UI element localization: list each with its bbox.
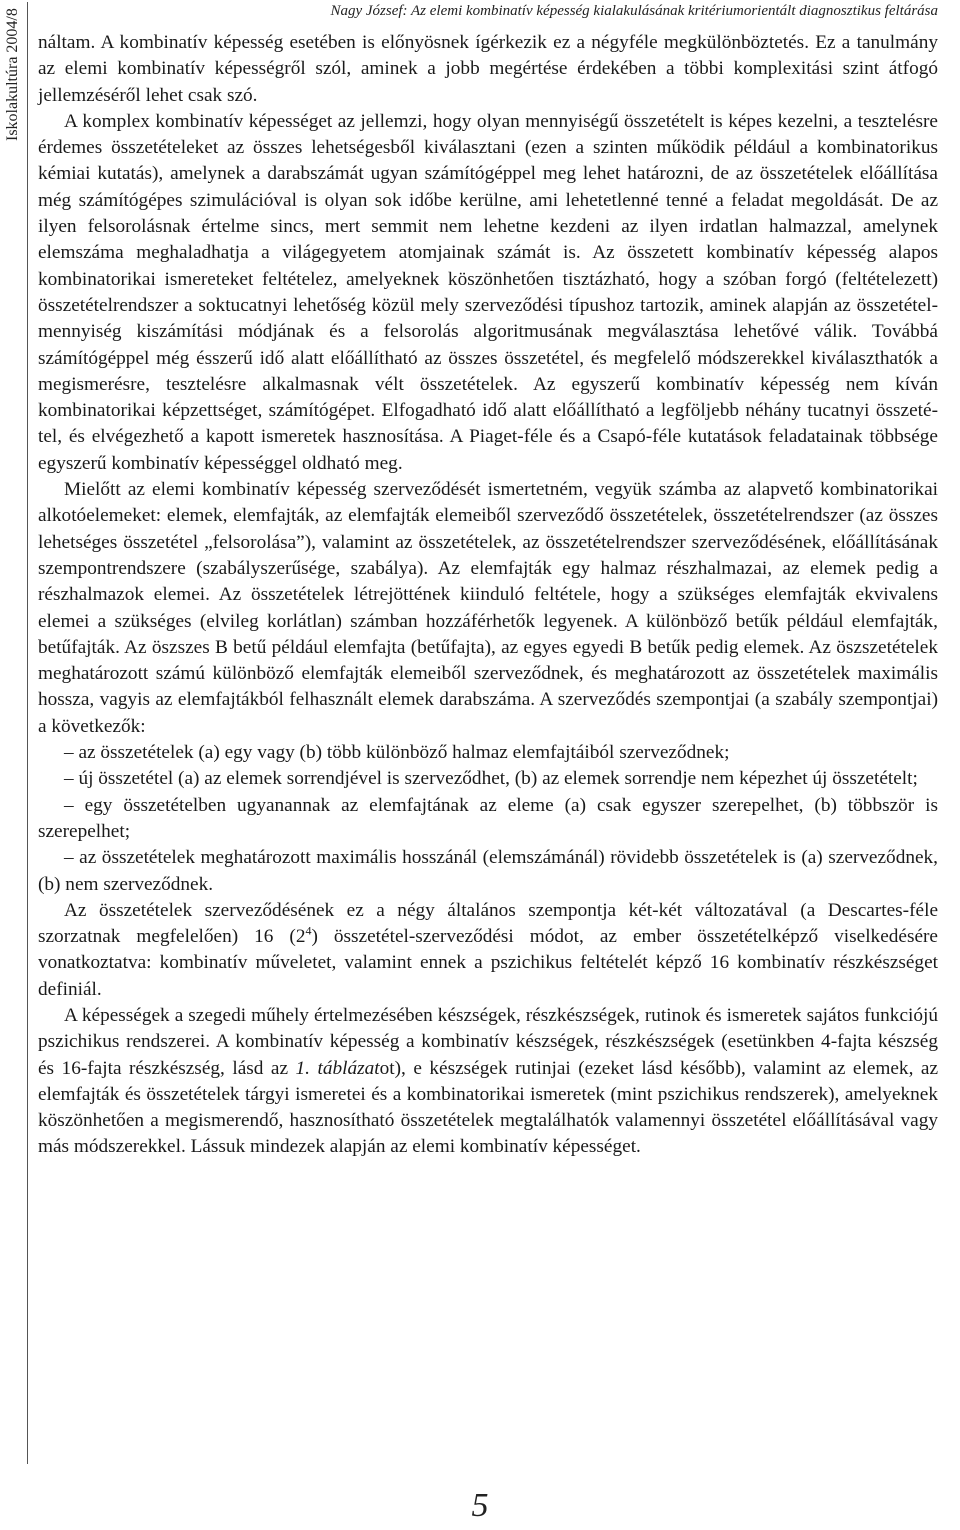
- paragraph-5: [38, 1003, 938, 1161]
- paragraph-3: Mielőtt az elemi kombinatív képesség szerveződését ismertetném, vegyük számba az alapvető kombinatorikai alkotóelemeket: elemek, elemfajták, az elemfajták elemeiből szerveződő összetételek, összetételrendszer (az összes lehetséges összetétel „felsorolása”), valamint az összetételek, az összetételrendszer szerveződésének, előállításának szempontrendszere (szabályszerűsége, szabálya). Az elemfajták egy halmaz részhalmazai, az elemek pedig a részhalmazok elemei. Az összetételek létrejöttének kiinduló feltétele, hogy a szükséges elemfajták ekvivalens elemei a szükséges (elvileg korlátlan) számban hozzáférhetők legyenek. A különböző betűk például elemfajták, betűfajták. Az öszszes B betű például elemfajta (betűfajta), az egyes egyedi B betűk pedig elemek. Az öszszetételek meghatározott számú különböző elemfajták elemeiből szerveződnek, és meghatározott az összetételek maximális hossza, vagyis az elemfajtákból felhasznált elemek darabszáma. A szerveződés szempontjai (a szabály szempontjai) a következők:: [38, 479, 938, 737]
- paragraph-2: A komplex kombinatív képességet az jellemzi, hogy olyan mennyiségű összetételt is képes kezelni, a tesztelésre érdemes összetételeket az összes lehetségesből kiválasztani (ezen a szinten működik például a kombinatorikus kémiai kutatás), amelynek a darabszámát ugyan számítógéppel meg lehet határozni, de az összetételek előállítása még számítógépes szimulációval is olyan sok időbe kerülne, ami lehetetlenné tenné a feladat megoldását. De az ilyen felsorolásnak értelme sincs, mert semmit nem lehetne kezdeni az ilyen irdatlan halmazzal, amelynek elemszáma meghaladhatja a világegyetem atomjainak számát is. Az összetett kombinatív képesség alapos kombinatorikai ismereteket feltételez, amelyeknek köszönhetően tisztázható, hogy a szóban forgó (feltételezett) összetételrendszer a soktucatnyi lehetőség közül mely szerveződési típushoz tartozik, aminek alapján az összetétel-mennyiség kiszámítási módjának és a felsorolás algoritmusának megválasztása lehetővé válik. Továbbá számítógéppel még ésszerű idő alatt előállítható az összes összetétel, és megfelelő módszerekkel kiválaszthatók a megismerésre, tesztelésre alkalmasnak vélt összetételek. Az egyszerű kombinatív képesség nem kíván kombinatorikai képzettséget, számítógépet. Elfogadható idő alatt előállítható a legföljebb néhány tucatnyi összetétel, és elvégezhető a kapott ismeretek hasznosítása. A Piaget-féle és a Csapó-féle kutatások feladatainak többsége egyszerű kombinatív képességgel oldható meg.: [38, 110, 938, 474]
- table-reference: 1. táblázat: [295, 1057, 380, 1079]
- paragraph-1: náltam. A kombinatív képesség esetében is előnyösnek ígérkezik ez a négyféle megkülönböztetés. Ez a tanulmány az elemi kombinatív képességről szól, aminek a jobb megértése érdekében a többi komplexitási szint átfogó jellemzéséről lehet csak szó.: [38, 32, 938, 106]
- running-header: Nagy József: Az elemi kombinatív képesség kialakulásának kritériumorientált diagnosztikus feltárása: [330, 3, 938, 19]
- journal-side-label: Iskolakultúra 2004/8: [4, 8, 21, 141]
- list-item-2: – új összetétel (a) az elemek sorrendjével is szerveződhet, (b) az elemek sorrendje nem képezhet új összetételt;: [64, 768, 918, 790]
- article-body: [38, 30, 938, 1161]
- paragraph-4-text-end: ) összetétel-szerveződési módot, az ember összetételképző viselkedésére vonatkoztatva: kombinatív műveletet, valamint ennek a pszichikus feltételét képző 16 kombinatív részkészséget definiál.: [38, 926, 938, 1000]
- paragraph-5-text-end: ot), e készségek rutinjai (ezeket lásd később), valamint az elemek, az elemfajták és összetételek tárgyi ismeretei és a kombinatorikai ismeretek (mint pszichikus rendszerek), amelyeknek köszönhetően a megismerendő, hasznosítható összetételek megtalálhatók valamennyi összetétel előállításával vagy más módszerekkel. Lássuk mindezek alapján az elemi kombinatív képességet.: [38, 1057, 939, 1158]
- list-item-4: – az összetételek meghatározott maximális hosszánál (elemszámánál) rövidebb összetételek is (a) szerveződnek, (b) nem szerveződnek.: [38, 847, 938, 895]
- exponent: 4: [305, 923, 312, 938]
- paragraph-4: [38, 898, 938, 1003]
- margin-rule: [27, 2, 28, 1464]
- list-item-3: – egy összetételben ugyanannak az elemfajtának az eleme (a) csak egyszer szerepelhet, (b) többször is szerepelhet;: [38, 794, 938, 842]
- paragraph-4-text-start: Az összetételek szerveződésének ez a négy általános szempontja két-két változatával (a Descartes-féle szorzatnak megfelelően) 16 (2: [38, 899, 938, 948]
- paragraph-5-text-start: A képességek a szegedi műhely értelmezésében készségek, részkészségek, rutinok és ismeretek sajátos funkciójú pszichikus rendszerei. A kombinatív képesség a kombinatív készségek, részkészségek (esetünkben 4-fajta készség és 16-fajta részkészség, lásd az: [38, 1004, 938, 1079]
- page-number: 5: [471, 1487, 489, 1524]
- list-item-1: – az összetételek (a) egy vagy (b) több különböző halmaz elemfajtáiból szerveződnek;: [64, 742, 730, 764]
